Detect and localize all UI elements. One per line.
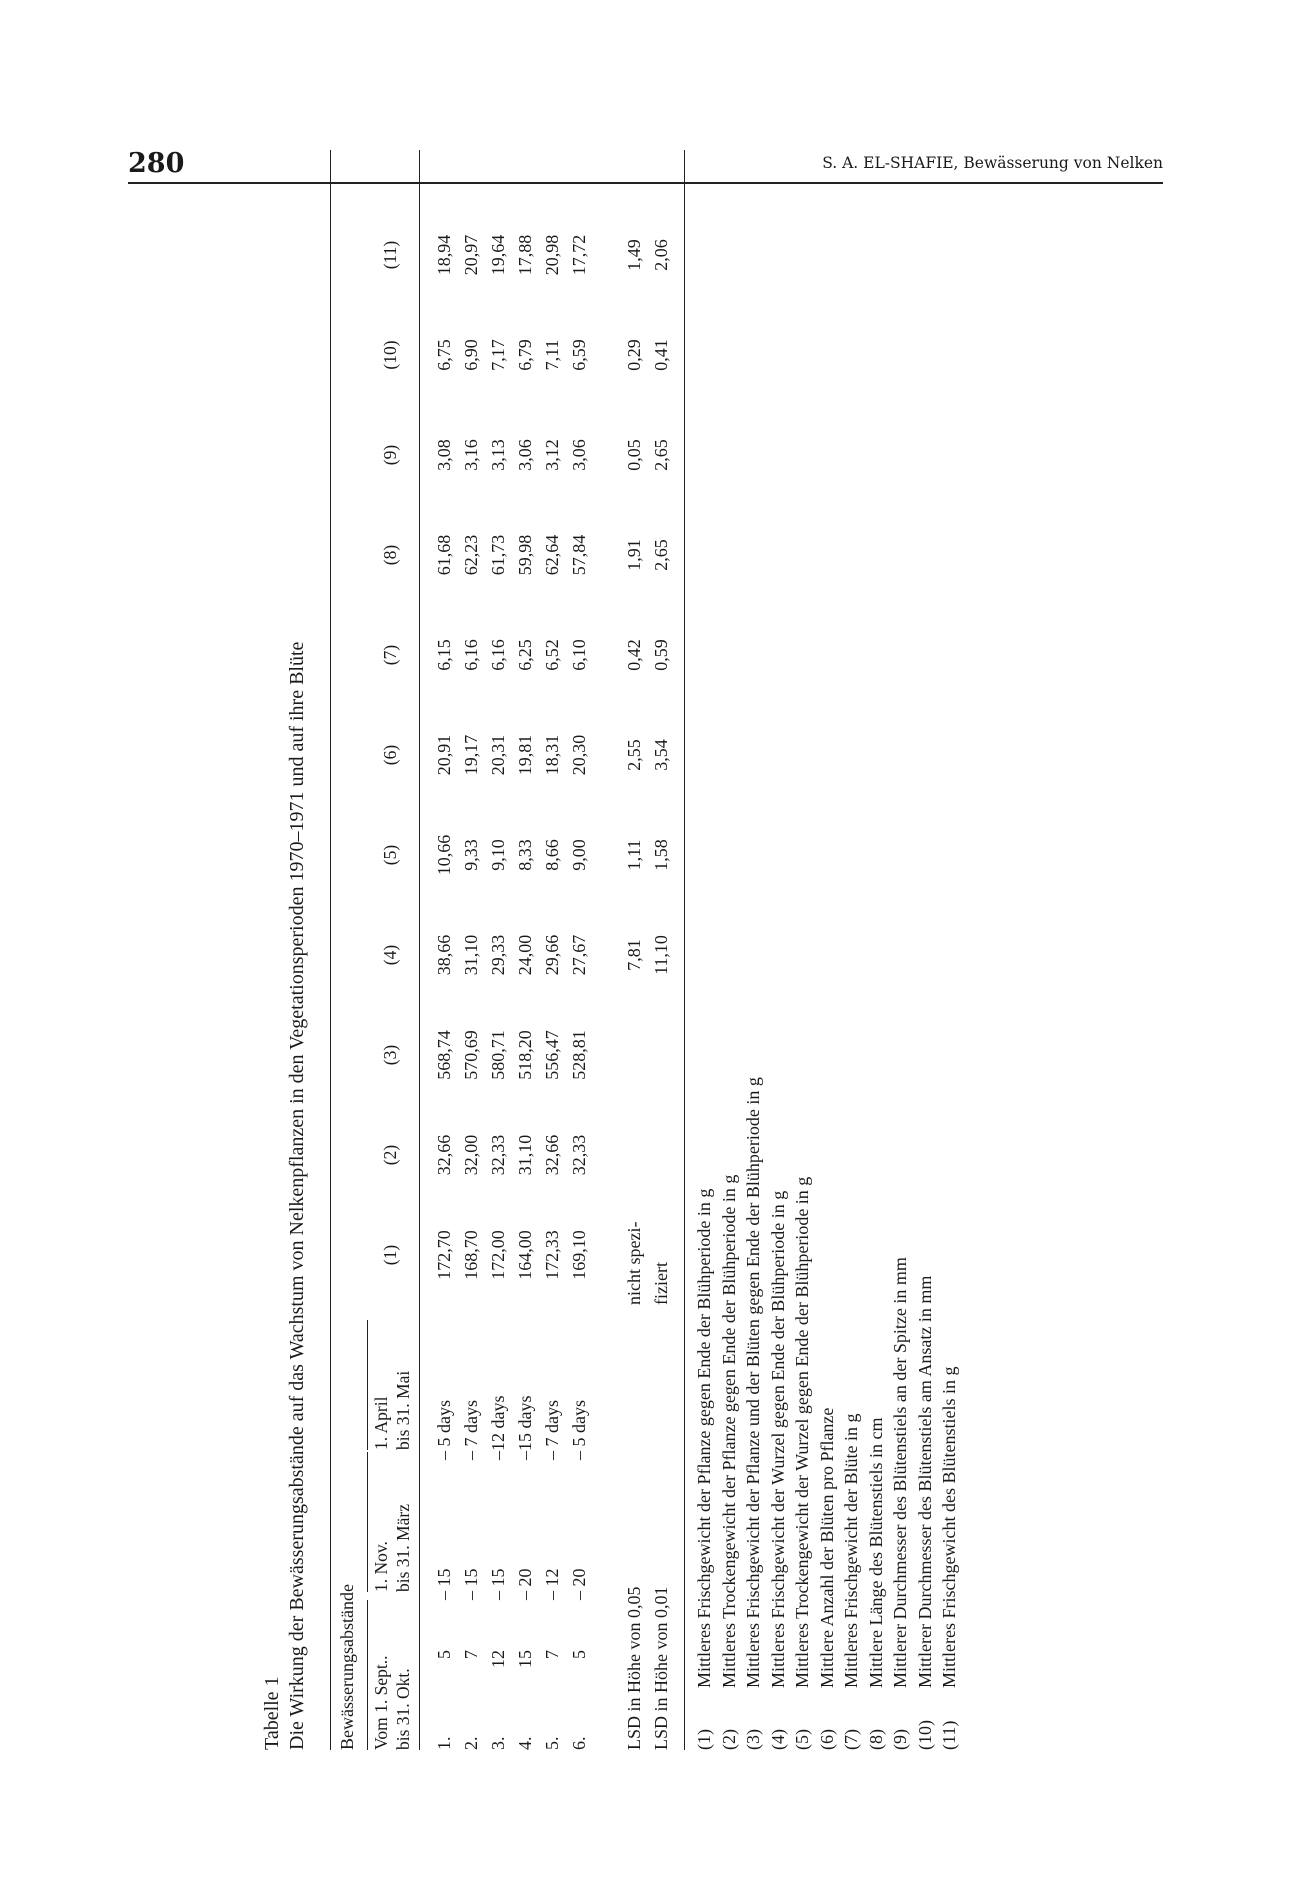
column-header: (5) [380,844,400,866]
legend-text: Mittleres Frischgewicht der Pflanze gegen Ende der Blühperiode in g [694,1188,714,1688]
table-cell: 32,66 [434,1134,454,1176]
legend-key: (10) [914,1720,935,1750]
period-header-3 [367,1320,414,1450]
interval-sept-okt: 12 [488,1650,508,1668]
legend-key: (4) [767,1729,788,1750]
table-cell: 1,11 [624,839,644,871]
table-cell: 17,72 [569,234,589,276]
running-head: S. A. EL-SHAFIE, Bewässerung von Nelken [822,154,1163,172]
table-cell: 7,11 [542,339,562,371]
period-header-line: 1. Nov. [371,1541,391,1592]
table-cell: 0,59 [651,639,671,671]
table-cell: 24,00 [515,934,535,976]
table-cell: 172,33 [542,1230,562,1280]
table-cell: 3,06 [515,439,535,471]
table-cell: 528,81 [569,1030,589,1080]
legend-item [693,150,718,1750]
table-cell: 6,79 [515,339,535,371]
table-row [486,150,513,1750]
interval-april-mai: – 5 days [569,1400,589,1460]
table-cell: 10,66 [434,834,454,876]
legend-item [816,150,841,1750]
row-index: 5. [542,1736,562,1750]
table-body [432,150,594,1750]
legend-text: Mittleres Frischgewicht der Blüte in g [841,1413,861,1688]
table-cell: 6,15 [434,639,454,671]
table-cell: 2,65 [651,539,671,571]
table-cell: 20,98 [542,234,562,276]
lsd-row [622,150,649,1750]
table-row [513,150,540,1750]
table-cell: 17,88 [515,234,535,276]
legend-text: Mittleres Frischgewicht des Blütenstiels in g [939,1366,959,1688]
interval-sept-okt: 15 [515,1650,535,1668]
lsd-section [622,150,676,1750]
table-cell: 20,30 [569,734,589,776]
column-header: (11) [380,240,400,270]
table-cell: 9,33 [461,839,481,871]
lsd-label: LSD in Höhe von 0,01 [651,1586,671,1750]
table-cell: 11,10 [651,935,671,975]
table-cell: 9,10 [488,839,508,871]
interval-nov-maerz: – 20 [515,1568,535,1600]
table-cell: 6,52 [542,639,562,671]
table-cell: 29,66 [542,934,562,976]
group-header-label: Bewässerungsabstände [337,1584,357,1750]
period-header-line: bis 31. März [393,1504,413,1592]
legend-item [742,150,767,1750]
table-cell: 57,84 [569,534,589,576]
table-cell: 7,81 [624,939,644,971]
legend-key: (8) [865,1729,886,1750]
column-legend [693,150,963,1750]
table-cell: 62,64 [542,534,562,576]
table-cell: 27,67 [569,934,589,976]
row-index: 4. [515,1736,535,1750]
table-cell: 20,97 [461,234,481,276]
table-cell: 6,25 [515,639,535,671]
table-cell: 3,06 [569,439,589,471]
interval-april-mai: –15 days [515,1395,535,1460]
table-cell: 31,10 [515,1134,535,1176]
table-cell: 3,16 [461,439,481,471]
table-cell: 0,29 [624,339,644,371]
period-header-line: bis 31. Okt. [393,1668,413,1750]
column-header: (4) [380,944,400,966]
table-cell: 32,33 [569,1134,589,1176]
column-header: (2) [380,1144,400,1166]
interval-sept-okt: 7 [461,1650,481,1659]
legend-item [718,150,743,1750]
table-bottom-rule [676,150,685,1750]
table-cell: 6,59 [569,339,589,371]
table-cell: 3,13 [488,439,508,471]
table-cell: 172,00 [488,1230,508,1280]
table-label: Tabelle 1 [261,1676,283,1750]
table-cell: 3,08 [434,439,454,471]
period-header-line: bis 31. Mai [393,1370,413,1450]
table-cell: 580,71 [488,1030,508,1080]
interval-april-mai: – 7 days [542,1400,562,1460]
table-cell: 6,90 [461,339,481,371]
table-cell: 38,66 [434,934,454,976]
table-cell: 19,17 [461,734,481,776]
lsd-label: LSD in Höhe von 0,05 [624,1586,644,1750]
table-cell: 20,31 [488,734,508,776]
table-group-header [331,150,363,1750]
row-index: 6. [569,1736,589,1750]
data-table [330,150,963,1750]
legend-text: Mittlerer Durchmesser des Blütenstiels am Ansatz in mm [914,1275,935,1688]
table-cell: 18,94 [434,234,454,276]
table-cell: 19,64 [488,234,508,276]
table-cell: 31,10 [461,934,481,976]
legend-text: Mittlere Länge des Blütenstiels in cm [865,1417,886,1688]
legend-text: Mittleres Frischgewicht der Pflanze und der Blüten gegen Ende der Blühperiode in g [743,1077,763,1688]
row-index: 1. [434,1736,454,1750]
table-cell: 6,16 [461,639,481,671]
lsd-row [649,150,676,1750]
table-title: Die Wirkung der Bewässerungsabstände auf das Wachstum von Nelkenpflanzen in den Vegetationsperioden 1970–1971 und auf ihre Blüte [286,641,308,1750]
legend-text: Mittleres Trockengewicht der Wurzel gegen Ende der Blühperiode in g [792,1176,812,1688]
legend-key: (2) [718,1729,739,1750]
table-row [567,150,594,1750]
period-header-2 [367,1452,414,1592]
legend-key: (11) [939,1720,959,1750]
legend-key: (9) [890,1729,910,1750]
legend-key: (6) [816,1729,837,1750]
table-cell: 164,00 [515,1230,535,1280]
period-header-line: Vom 1. Sept.. [371,1655,391,1750]
column-header: (9) [380,444,400,466]
table-row [432,150,459,1750]
interval-nov-maerz: – 20 [569,1568,589,1600]
table-cell: 0,42 [624,639,644,671]
lsd-note: fiziert [651,1262,671,1305]
legend-text: Mittlerer Durchmesser des Blütenstiels an der Spitze in mm [890,1257,910,1688]
table-cell: 6,16 [488,639,508,671]
table-cell: 7,17 [488,339,508,371]
legend-text: Mittleres Frischgewicht der Wurzel gegen Ende der Blühperiode in g [767,1190,788,1688]
legend-item [865,150,890,1750]
table-cell: 1,91 [624,539,644,571]
table-cell: 18,31 [542,734,562,776]
legend-key: (7) [841,1729,861,1750]
table-cell: 8,33 [515,839,535,871]
table-cell: 8,66 [542,839,562,871]
legend-key: (1) [694,1729,714,1750]
column-header: (6) [380,744,400,766]
table-caption [260,150,310,1750]
table-cell: 1,49 [624,239,644,271]
legend-item [938,150,963,1750]
table-cell: 29,33 [488,934,508,976]
interval-nov-maerz: – 15 [461,1568,481,1600]
table-cell: 61,68 [434,534,454,576]
interval-nov-maerz: – 12 [542,1568,562,1600]
table-cell: 59,98 [515,534,535,576]
interval-april-mai: – 5 days [434,1400,454,1460]
table-cell: 2,55 [624,739,644,771]
table-cell: 3,12 [542,439,562,471]
row-index: 3. [488,1736,508,1750]
column-header: (3) [380,1044,400,1066]
rotated-table-block [260,150,959,1750]
table-column-header-row [363,150,420,1750]
table-cell: 61,73 [488,534,508,576]
legend-key: (3) [743,1729,763,1750]
table-cell: 1,58 [651,839,671,871]
interval-nov-maerz: – 15 [434,1568,454,1600]
interval-nov-maerz: – 15 [488,1568,508,1600]
table-row [540,150,567,1750]
interval-sept-okt: 5 [569,1650,589,1659]
table-cell: 32,66 [542,1134,562,1176]
table-cell: 0,05 [624,439,644,471]
table-cell: 6,10 [569,639,589,671]
column-header: (10) [380,340,400,370]
legend-item [914,150,939,1750]
column-header: (7) [380,644,400,666]
row-index: 2. [461,1736,481,1750]
table-cell: 2,06 [651,239,671,271]
legend-item [840,150,865,1750]
interval-april-mai: – 7 days [461,1400,481,1460]
legend-item [889,150,914,1750]
legend-text: Mittleres Trockengewicht der Pflanze gegen Ende der Blühperiode in g [718,1174,739,1688]
interval-april-mai: –12 days [488,1395,508,1460]
table-cell: 568,74 [434,1030,454,1080]
period-header-1 [367,1600,414,1750]
table-cell: 32,33 [488,1134,508,1176]
lsd-note: nicht spezi- [624,1221,644,1305]
legend-key: (5) [792,1729,812,1750]
table-cell: 2,65 [651,439,671,471]
column-header: (8) [380,544,400,566]
interval-sept-okt: 7 [542,1650,562,1659]
legend-text: Mittlere Anzahl der Blüten pro Pflanze [816,1407,837,1688]
table-cell: 62,23 [461,534,481,576]
table-cell: 518,20 [515,1030,535,1080]
table-cell: 0,41 [651,339,671,371]
table-cell: 172,70 [434,1230,454,1280]
table-cell: 570,69 [461,1030,481,1080]
table-cell: 9,00 [569,839,589,871]
table-row [459,150,486,1750]
table-cell: 6,75 [434,339,454,371]
table-cell: 168,70 [461,1230,481,1280]
table-cell: 169,10 [569,1230,589,1280]
table-cell: 32,00 [461,1134,481,1176]
table-cell: 20,91 [434,734,454,776]
table-cell: 19,81 [515,734,535,776]
interval-sept-okt: 5 [434,1650,454,1659]
column-header: (1) [380,1244,400,1266]
page-number: 280 [128,148,185,179]
legend-item [767,150,792,1750]
table-cell: 556,47 [542,1030,562,1080]
legend-item [791,150,816,1750]
period-header-line: 1. April [371,1396,391,1450]
table-cell: 3,54 [651,739,671,771]
